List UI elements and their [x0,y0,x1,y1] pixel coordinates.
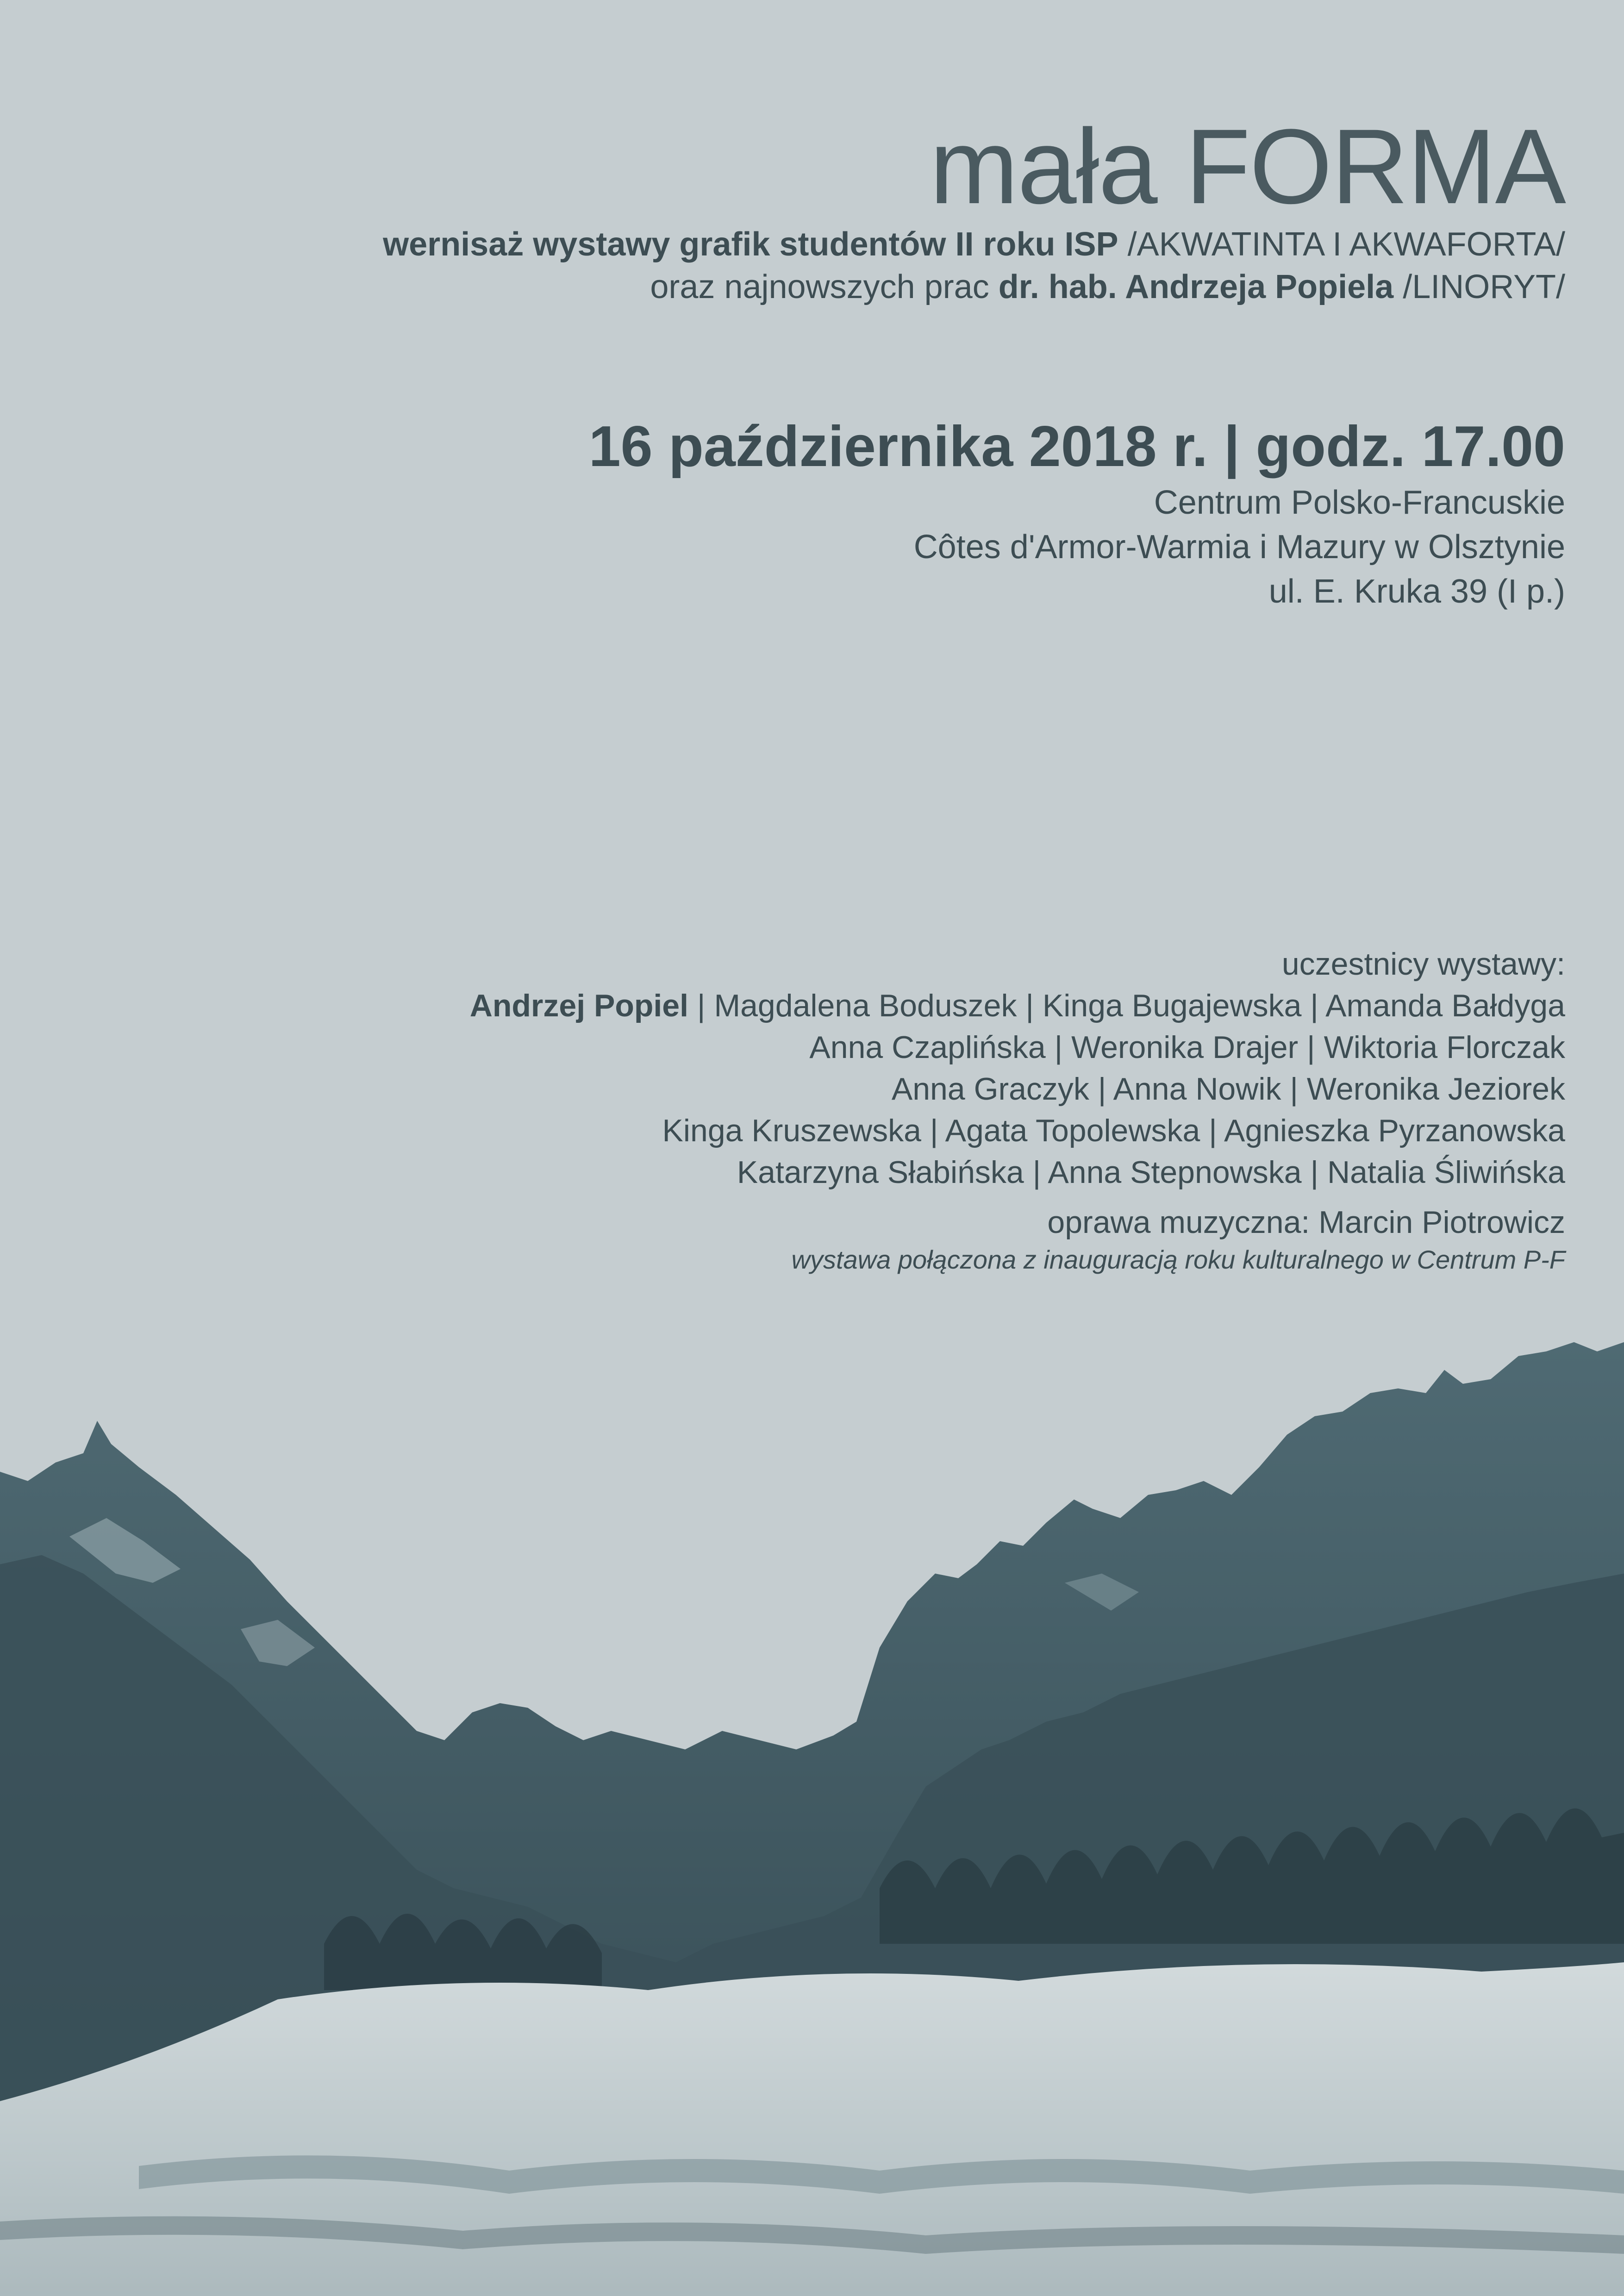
event-datetime: 16 października 2018 r. | godz. 17.00 [588,415,1565,479]
participants-line: Anna Czaplińska | Weronika Drajer | Wiktoria Florczak [809,1030,1565,1065]
music-credit: oprawa muzyczna: Marcin Piotrowicz [1047,1205,1565,1240]
participants-line [470,985,1565,1027]
participants-rest: | Magdalena Boduszek | Kinga Bugajewska | Amanda Bałdyga [688,988,1565,1023]
address-line: Côtes d'Armor-Warmia i Mazury w Olsztynie [913,529,1565,566]
subtitle-intro: oraz najnowszych prac [650,268,999,305]
participants-line: Katarzyna Słabińska | Anna Stepnowska | Natalia Śliwińska [737,1155,1565,1190]
subtitle-line-1 [383,223,1565,266]
participants-line: Anna Graczyk | Anna Nowik | Weronika Jeziorek [891,1071,1565,1107]
address-line: ul. E. Kruka 39 (I p.) [1268,573,1565,610]
poster-title: mała FORMA [930,107,1565,226]
subtitle-technique: /AKWATINTA I AKWAFORTA/ [1118,226,1565,263]
participants-line: Kinga Kruszewska | Agata Topolewska | Agnieszka Pyrzanowska [662,1113,1565,1148]
subtitle-technique-2: /LINORYT/ [1393,268,1565,305]
address-line: Centrum Polsko-Francuskie [1154,484,1565,521]
participants-label: uczestnicy wystawy: [1281,946,1565,982]
participant-lead: Andrzej Popiel [469,988,689,1023]
subtitle-line-2 [650,266,1565,308]
landscape-artwork [0,1342,1624,2296]
subtitle-artist: dr. hab. Andrzeja Popiela [998,268,1394,305]
subtitle-bold: wernisaż wystawy grafik studentów II roku ISP [383,226,1118,263]
event-note: wystawa połączona z inauguracją roku kulturalnego w Centrum P-F [791,1245,1565,1274]
